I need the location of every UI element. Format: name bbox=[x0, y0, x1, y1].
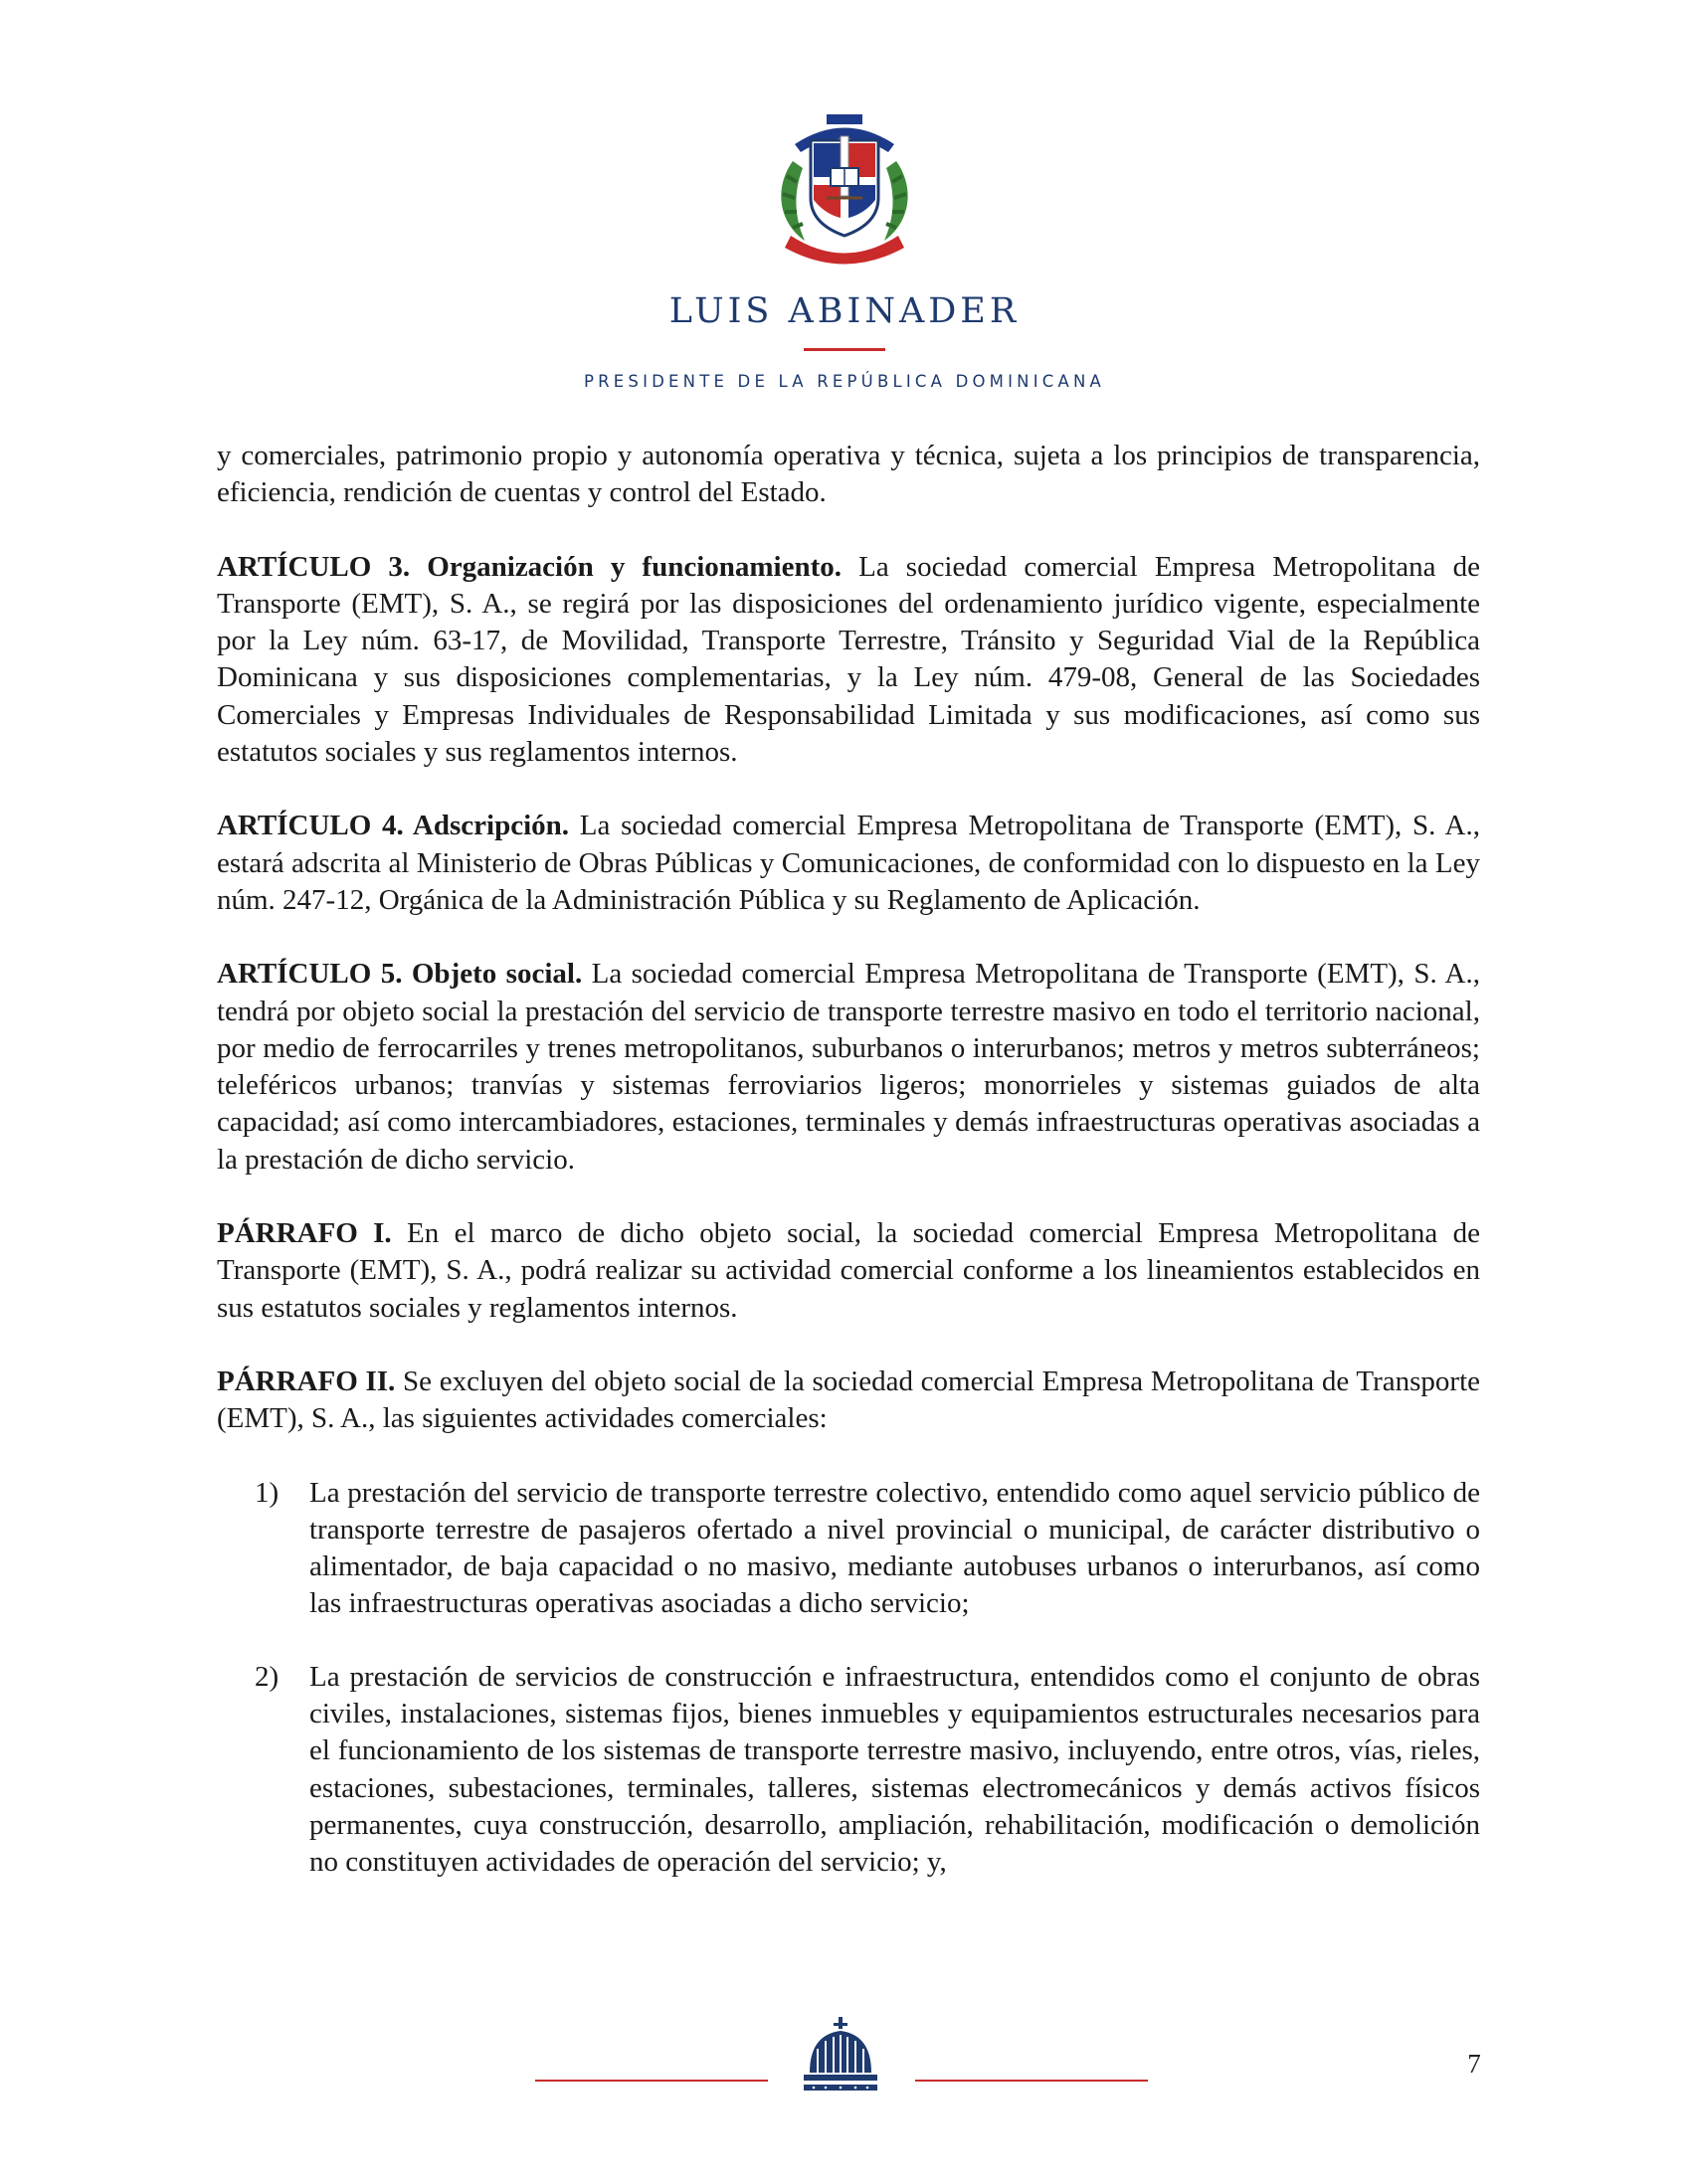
intro-paragraph: y comerciales, patrimonio propio y autonomía operativa y técnica, sujeta a los principios de transparencia, eficiencia, rendición de cuentas y control del Estado. bbox=[217, 440, 1480, 509]
article-5-heading: ARTÍCULO 5. Objeto social. bbox=[217, 958, 583, 991]
article-3-heading: ARTÍCULO 3. Organización y funcionamiento. bbox=[217, 550, 843, 583]
paragraph-2-text: Se excluyen del objeto social de la sociedad comercial Empresa Metropolitana de Transporte (EMT), S. A., las siguientes actividades comerciales: bbox=[217, 1365, 1480, 1435]
paragraph-1-heading: PÁRRAFO I. bbox=[217, 1217, 392, 1250]
list-item bbox=[217, 1475, 1480, 1623]
article-5 bbox=[217, 956, 1480, 1179]
paragraph-2-heading: PÁRRAFO II. bbox=[217, 1365, 396, 1397]
paragraph-1 bbox=[217, 1215, 1480, 1327]
header-divider bbox=[804, 348, 885, 351]
header-name: LUIS ABINADER bbox=[668, 291, 1021, 331]
paragraph-2 bbox=[217, 1364, 1480, 1438]
coat-of-arms-icon bbox=[765, 106, 924, 266]
footer-rule-right bbox=[915, 2080, 1148, 2082]
exclusion-list bbox=[217, 1475, 1480, 1882]
article-4-heading: ARTÍCULO 4. Adscripción. bbox=[217, 810, 570, 842]
article-3 bbox=[217, 549, 1480, 772]
article-4-text: La sociedad comercial Empresa Metropolitana de Transporte (EMT), S. A., estará adscrita al Ministerio de Obras Públicas y Comunicaciones, de conformidad con lo dispuesto en la Ley núm. 247-12, Orgánica de la Administración Pública y su Reglamento de Aplicación. bbox=[217, 810, 1481, 916]
list-item bbox=[217, 1659, 1480, 1882]
document-body bbox=[217, 438, 1480, 1917]
header-subtitle: PRESIDENTE DE LA REPÚBLICA DOMINICANA bbox=[583, 372, 1106, 391]
article-4 bbox=[217, 808, 1480, 919]
list-item-number: 2) bbox=[255, 1660, 280, 1693]
footer-rule-left bbox=[535, 2080, 768, 2082]
article-3-text: La sociedad comercial Empresa Metropolitana de Transporte (EMT), S. A., se regirá por las disposiciones del ordenamiento jurídico vigente, especialmente por la Ley núm. 63-17, de Movilidad, Transporte Terrestre, Tránsito y Seguridad Vial de la República Dominicana y sus disposiciones complementarias, y la Ley núm. 479-08, General de las Sociedades Comerciales y Empresas Individuales de Responsabilidad Limitada y sus modificaciones, así como sus estatutos sociales y sus reglamentos internos. bbox=[217, 550, 1481, 769]
page-number: 7 bbox=[1467, 2049, 1481, 2079]
list-item-text: La prestación del servicio de transporte terrestre colectivo, entendido como aquel servicio público de transporte terrestre de pasajeros ofertado a nivel provincial o municipal, de carácter distributivo o alimentador, de baja capacidad o no masivo, mediante autobuses urbanos o interurbanos, así como las infraestructuras operativas asociadas a dicho servicio; bbox=[309, 1476, 1480, 1620]
palace-dome-icon bbox=[798, 2015, 883, 2094]
list-item-number: 1) bbox=[255, 1476, 280, 1509]
list-item-text: La prestación de servicios de construcción e infraestructura, entendidos como el conjunto de obras civiles, instalaciones, sistemas fijos, bienes inmuebles y equipamientos estructurales necesarios para el funcionamiento de los sistemas de transporte terrestre masivo, incluyendo, entre otros, vías, rieles, estaciones, subestaciones, terminales, talleres, sistemas electromecánicos y demás activos físicos permanentes, cuya construcción, desarrollo, ampliación, rehabilitación, modificación o demolición no constituyen actividades de operación del servicio; y, bbox=[309, 1660, 1480, 1879]
article-5-text: La sociedad comercial Empresa Metropolitana de Transporte (EMT), S. A., tendrá por objeto social la prestación del servicio de transporte terrestre masivo en todo el territorio nacional, por medio de ferrocarriles y trenes metropolitanos, suburbanos o interurbanos; metros y metros subterráneos; teleféricos urbanos; tranvías y sistemas ferroviarios ligeros; monorrieles y sistemas guiados de alta capacidad; así como intercambiadores, estaciones, terminales y demás infraestructuras operativas asociadas a la prestación de dicho servicio. bbox=[217, 958, 1481, 1176]
paragraph-1-text: En el marco de dicho objeto social, la sociedad comercial Empresa Metropolitana de Transporte (EMT), S. A., podrá realizar su actividad comercial conforme a los lineamientos establecidos en sus estatutos sociales y reglamentos internos. bbox=[217, 1217, 1481, 1324]
